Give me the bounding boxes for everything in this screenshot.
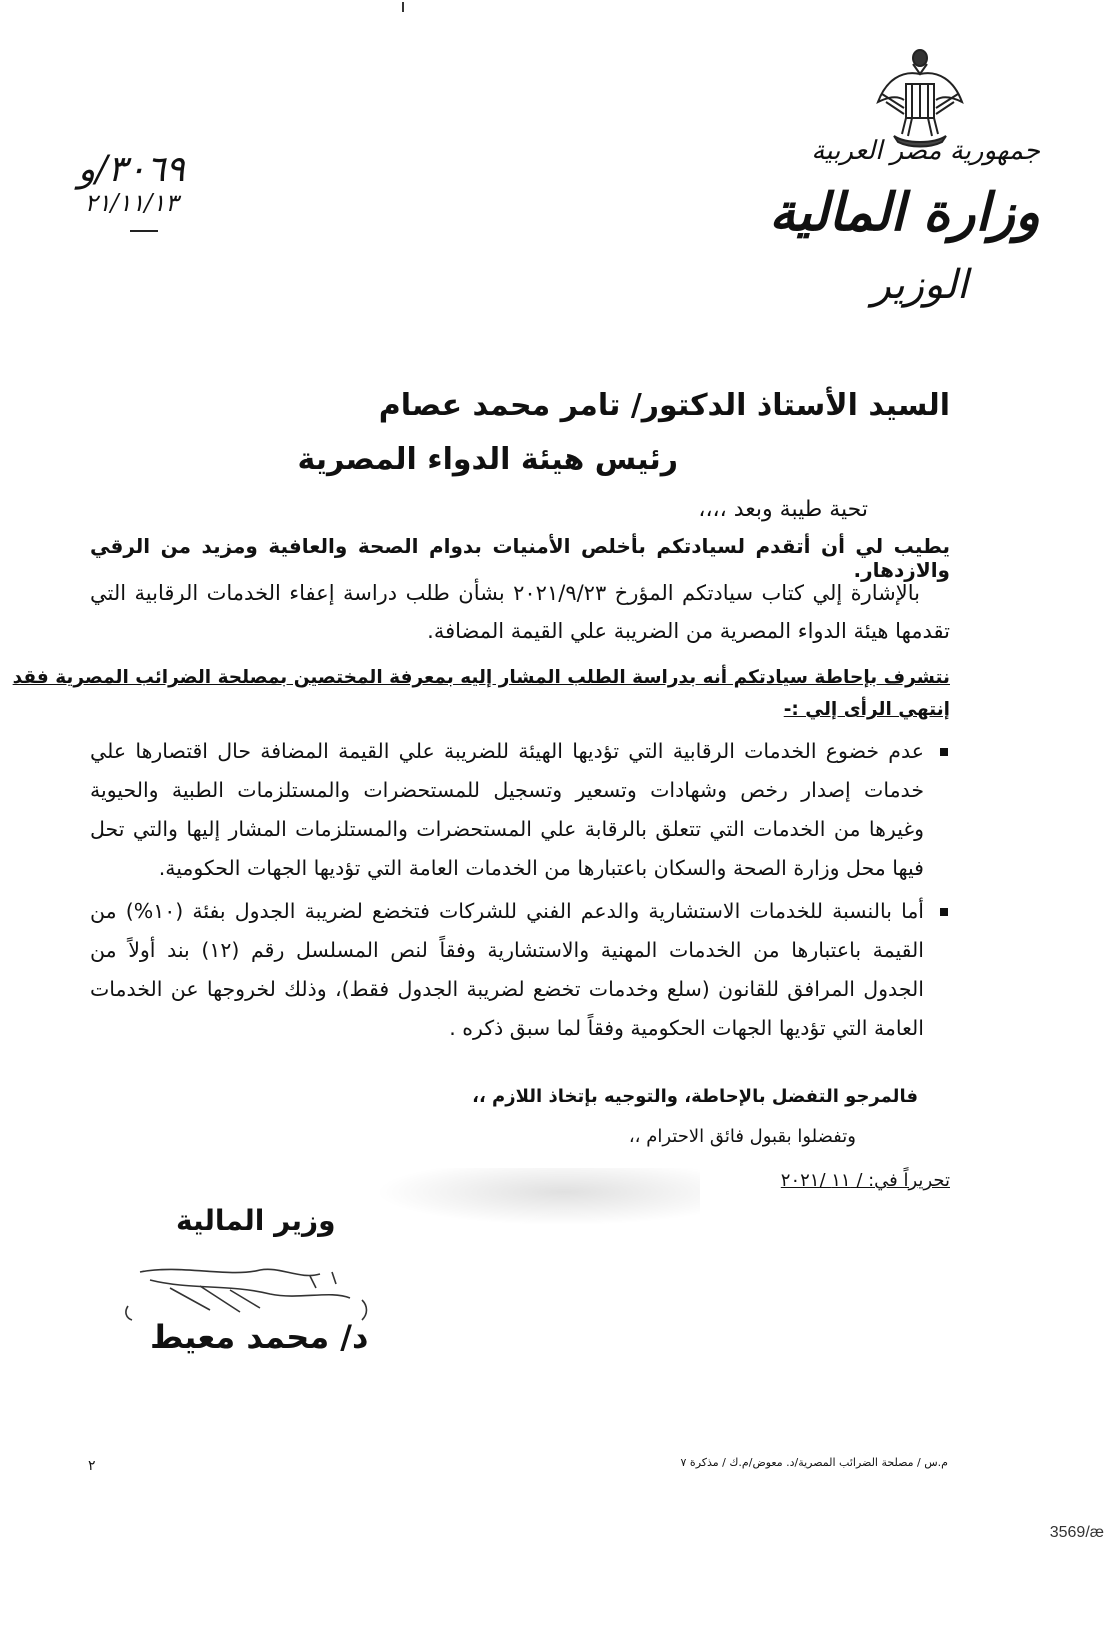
paragraph-opinion <box>12 662 950 726</box>
bullet-item: عدم خضوع الخدمات الرقابية التي تؤديها الهيئة للضريبة علي القيمة المضافة حال اقتصارها علي خدمات إصدار رخص وشهادات وتسعير وتسجيل للمستحضرات والمستلزمات الطبية والحيوية وغيرها من الخدمات التي تتعلق بالرقابة علي المستحضرات والمستلزمات المشار إليها والتي تحل فيها محل وزارة الصحة والسكان باعتبارها من الخدمات العامة التي تؤديها الجهات الحكومية. <box>90 732 950 888</box>
issue-date: تحريراً في: / ١١ /٢٠٢١ <box>780 1170 950 1191</box>
header-country: جمهورية مصر العربية <box>811 136 1040 166</box>
reference-number: ٣٠٦٩/و <box>78 149 185 190</box>
signatory-title: وزير المالية <box>176 1204 336 1237</box>
addressee-title: رئيس هيئة الدواء المصرية <box>297 442 678 477</box>
stamp-smudge <box>360 1168 700 1228</box>
footer-reference: م.س / مصلحة الضرائب المصرية/د. معوض/م.ك / مذكرة ٧ <box>680 1456 948 1469</box>
signatory-name: د/ محمد معيط <box>150 1318 369 1356</box>
header-office: الوزير <box>871 262 968 308</box>
document-code: 3569/æ <box>1049 1524 1104 1541</box>
closing-regards: وتفضلوا بقبول فائق الاحترام ،، <box>628 1126 856 1147</box>
greeting: تحية طيبة وبعد ،،،، <box>698 497 868 522</box>
closing-request: فالمرجو التفضل بالإحاطة، والتوجيه بإتخاذ اللازم ،، <box>472 1086 918 1107</box>
paragraph-reference: بالإشارة إلي كتاب سيادتكم المؤرخ ٢٠٢١/٩/٢٣ بشأن طلب دراسة إعفاء الخدمات الرقابية التي تقدمها هيئة الدواء المصرية من الضريبة علي القيمة المضافة. <box>90 581 950 643</box>
opinion-line-1: نتشرف بإحاطة سيادتكم أنه بدراسة الطلب المشار إليه بمعرفة المختصين بمصلحة الضرائب المصرية فقد <box>12 667 950 688</box>
handwritten-reference <box>78 150 185 232</box>
addressee-name: السيد الأستاذ الدكتور/ تامر محمد عصام <box>378 388 950 423</box>
opinion-line-2: إنتهي الرأى إلي :- <box>783 699 950 720</box>
paragraph-wish: يطيب لي أن أتقدم لسيادتكم بأخلص الأمنيات بدوام الصحة والعافية ومزيد من الرقي والازدهار. <box>90 534 950 582</box>
bullet-item: أما بالنسبة للخدمات الاستشارية والدعم الفني للشركات فتخضع لضريبة الجدول بفئة (١٠%) من القيمة باعتبارها من الخدمات المهنية والاستشارية وفقاً لنص المسلسل رقم (١٢) بند أولاً من الجدول المرافق للقانون (سلع وخدمات تخضع لضريبة الجدول فقط)، وذلك لخروجها عن الخدمات العامة التي تؤديها الجهات الحكومية وفقاً لما سبق ذكره . <box>90 892 950 1048</box>
page-number: ٢ <box>88 1458 96 1474</box>
opinion-bullets <box>90 732 950 1052</box>
reference-date: ٢١/١١/١٣ <box>84 188 179 217</box>
reference-underline <box>130 230 158 232</box>
eagle-emblem-icon <box>872 44 968 148</box>
scan-mark <box>402 2 404 12</box>
header-ministry: وزارة المالية <box>769 182 1040 243</box>
